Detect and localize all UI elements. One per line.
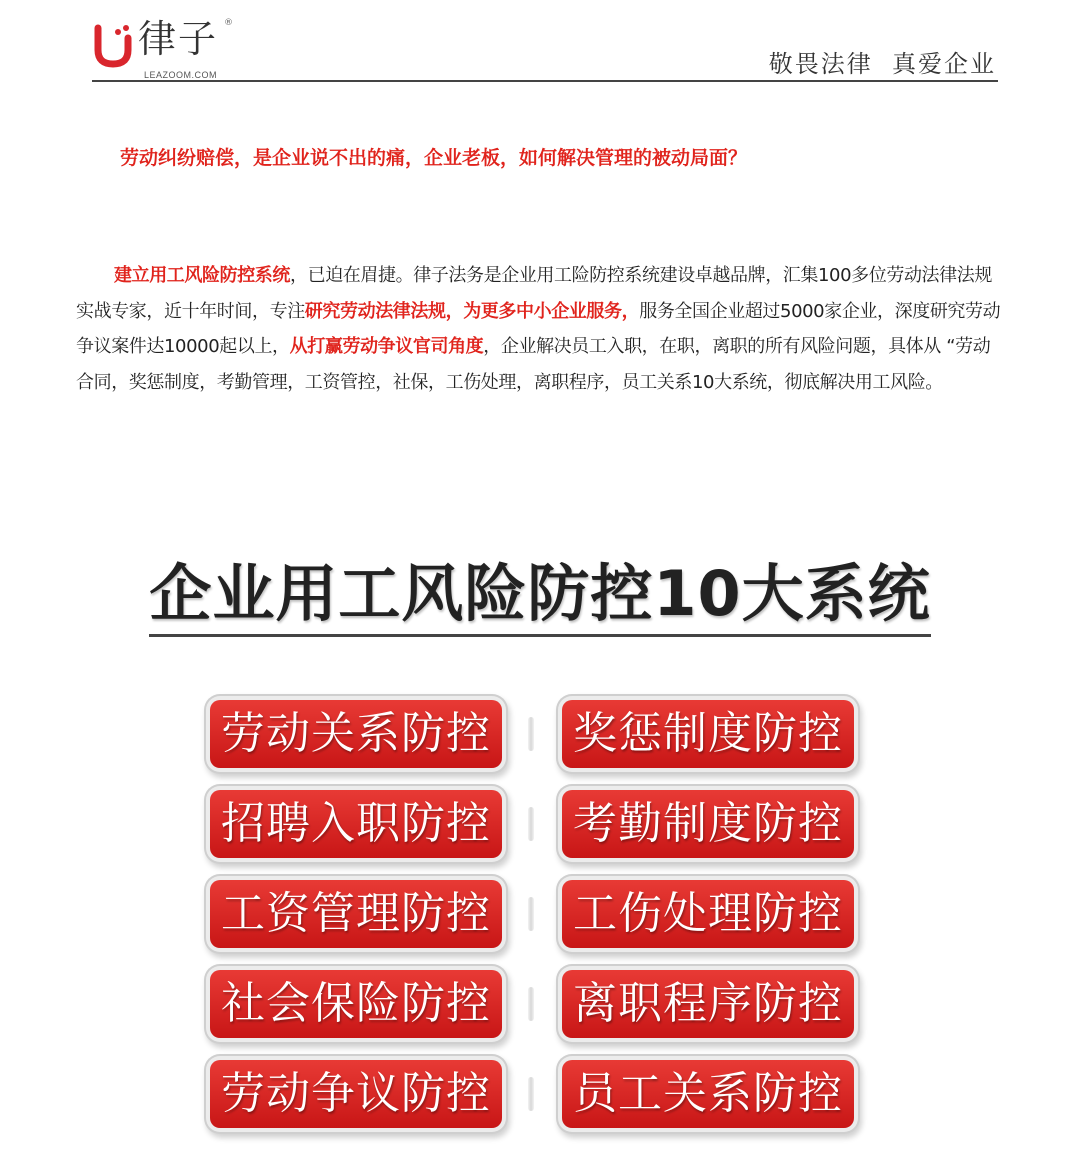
section-title: 企业用工风险防控10大系统 [149, 558, 930, 637]
systems-grid [210, 690, 858, 1130]
intro-highlight: 建立用工风险防控系统 [114, 265, 290, 286]
intro-text: 服务全国企业超过5000家企业，深度研究劳动争议案件达10000起以上， [76, 300, 1001, 357]
headline: 劳动纠纷赔偿，是企业说不出的痛，企业老板，如何解决管理的被动局面？ [120, 147, 748, 169]
grid-divider [528, 897, 534, 931]
system-button-rewards-penalties[interactable]: 奖惩制度防控 [562, 700, 854, 768]
intro-highlight: 从打赢劳动争议官司角度 [289, 336, 484, 357]
header-slogan: 敬畏法律 真爱企业 [768, 50, 996, 78]
system-button-resignation[interactable]: 离职程序防控 [562, 970, 854, 1038]
page-header [92, 10, 998, 82]
grid-divider [528, 807, 534, 841]
intro-text: ，企业解决员工入职，在职，离职的所有风险问题，具体从 “劳动合同，奖惩制度，考勤管理，工资管控，社保，工伤处理，离职程序，员工关系10大系统，彻底解决用工风险。 [76, 336, 991, 393]
grid-divider [528, 1077, 534, 1111]
intro-text: ，已迫在眉捷。律子法务是企业用工险防控系统建设卓越品牌，汇集100多位劳动法律法规实战专家，近十年时间，专注 [76, 265, 992, 322]
system-button-labor-disputes[interactable]: 劳动争议防控 [210, 1060, 502, 1128]
logo-subtext: LEAZOOM.COM [144, 70, 218, 80]
logo-text: 律子 [138, 17, 219, 61]
intro-highlight: 研究劳动法律法规，为更多中小企业服务， [304, 300, 640, 322]
intro-paragraph [76, 258, 1006, 400]
brand-logo[interactable] [92, 16, 242, 78]
system-button-employee-relations[interactable]: 员工关系防控 [562, 1060, 854, 1128]
system-button-recruitment[interactable]: 招聘入职防控 [210, 790, 502, 858]
system-button-payroll[interactable]: 工资管理防控 [210, 880, 502, 948]
system-button-attendance[interactable]: 考勤制度防控 [562, 790, 854, 858]
section-title-wrap [0, 558, 1080, 637]
system-button-work-injury[interactable]: 工伤处理防控 [562, 880, 854, 948]
registered-mark: ® [224, 18, 233, 28]
system-button-labor-relations[interactable]: 劳动关系防控 [210, 700, 502, 768]
grid-divider [528, 717, 534, 751]
system-button-social-insurance[interactable]: 社会保险防控 [210, 970, 502, 1038]
grid-divider [528, 987, 534, 1021]
leazoom-u-logo-icon [92, 22, 134, 68]
